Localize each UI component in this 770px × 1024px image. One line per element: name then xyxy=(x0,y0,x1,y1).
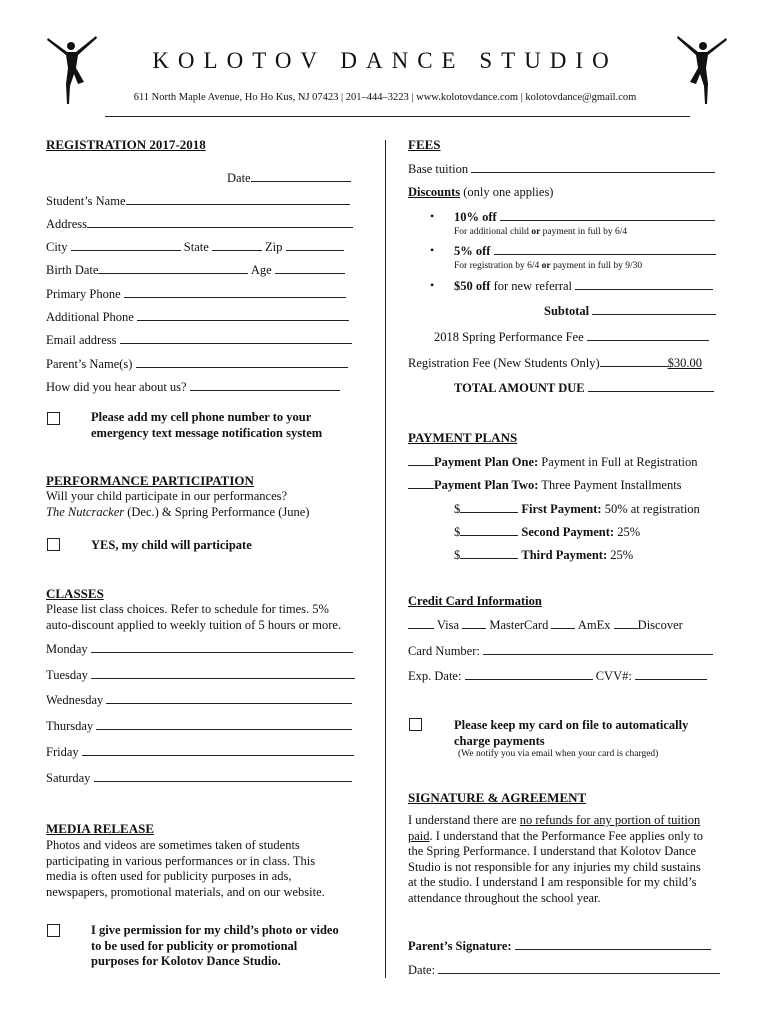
discount-5-field[interactable]: 5% off xyxy=(454,243,716,259)
bullet-icon: • xyxy=(430,209,435,223)
agreement-text: I understand there are no refunds for any portion of tuition paid. I understand that the Performance Fee applies only to the Spring Performance. I understand that Kolotov Dance Studio is not responsible for any injuries my child sustains at the studio. I understand I am responsible for my child’s attendance throughout the school year. xyxy=(408,813,704,905)
class-saturday-field[interactable]: Saturday xyxy=(46,770,352,786)
payment-plan-one[interactable]: Payment Plan One: Payment in Full at Registration xyxy=(408,454,698,470)
registration-fee-field: Registration Fee (New Students Only) $30.00 xyxy=(408,356,703,370)
keep-card-checkbox[interactable] xyxy=(409,718,422,731)
card-number-field[interactable]: Card Number: xyxy=(408,643,713,659)
classes-desc-2: auto-discount applied to weekly tuition of 5 hours or more. xyxy=(46,618,342,632)
bullet-icon: • xyxy=(430,243,435,257)
third-payment-field[interactable]: $ Third Payment: 25% xyxy=(454,548,634,562)
class-friday-field[interactable]: Friday xyxy=(46,744,354,760)
performance-heading: PERFORMANCE PARTICIPATION xyxy=(46,473,254,488)
keep-card-label-2: charge payments xyxy=(454,734,545,748)
first-payment-field[interactable]: $ First Payment: 50% at registration xyxy=(454,502,700,516)
additional-phone-field[interactable]: Additional Phone xyxy=(46,309,349,325)
performance-events: The Nutcracker (Dec.) & Spring Performance (June) xyxy=(46,505,310,519)
cell-phone-checkbox[interactable] xyxy=(47,412,60,425)
cell-phone-label-2: emergency text message notification system xyxy=(91,426,323,440)
subtotal-field[interactable]: Subtotal xyxy=(544,303,716,319)
date-field[interactable]: Date xyxy=(227,170,351,186)
base-tuition-field[interactable]: Base tuition xyxy=(408,161,715,177)
second-payment-field[interactable]: $ Second Payment: 25% xyxy=(454,525,641,539)
column-divider xyxy=(385,140,386,978)
total-due-field[interactable]: TOTAL AMOUNT DUE xyxy=(454,380,714,396)
signature-date-field[interactable]: Date: xyxy=(408,962,720,978)
media-permission-label: I give permission for my child’s photo or video to be used for publicity or promotional purposes for Kolotov Dance Studio. xyxy=(91,923,339,968)
studio-title: KOLOTOV DANCE STUDIO xyxy=(152,48,618,73)
signature-heading: SIGNATURE & AGREEMENT xyxy=(408,790,587,805)
classes-desc-1: Please list class choices. Refer to schedule for times. 5% xyxy=(46,602,329,616)
parent-signature-field[interactable]: Parent’s Signature: xyxy=(408,938,711,954)
keep-card-note: (We notify you via email when your card is charged) xyxy=(458,749,659,759)
hear-about-field[interactable]: How did you hear about us? xyxy=(46,379,340,395)
media-heading: MEDIA RELEASE xyxy=(46,821,154,836)
primary-phone-field[interactable]: Primary Phone xyxy=(46,286,346,302)
referral-discount-field[interactable]: $50 off for new referral xyxy=(454,278,713,294)
performance-checkbox[interactable] xyxy=(47,538,60,551)
performance-yes-label: YES, my child will participate xyxy=(91,538,252,552)
spring-fee-field[interactable]: 2018 Spring Performance Fee xyxy=(434,329,709,345)
discount-10-field[interactable]: 10% off xyxy=(454,209,715,225)
payment-plan-two[interactable]: Payment Plan Two: Three Payment Installments xyxy=(408,477,682,493)
class-wednesday-field[interactable]: Wednesday xyxy=(46,692,352,708)
cell-phone-label-1: Please add my cell phone number to your xyxy=(91,410,312,424)
fees-heading: FEES xyxy=(408,137,441,152)
student-name-field[interactable]: Student’s Name xyxy=(46,193,350,209)
discount-5-note: For registration by 6/4 or payment in full by 9/30 xyxy=(454,261,643,271)
exp-cvv-field[interactable]: Exp. Date: CVV#: xyxy=(408,668,707,684)
credit-card-heading: Credit Card Information xyxy=(408,594,542,608)
email-field[interactable]: Email address xyxy=(46,332,352,348)
class-monday-field[interactable]: Monday xyxy=(46,641,353,657)
media-permission-checkbox[interactable] xyxy=(47,924,60,937)
parents-name-field[interactable]: Parent’s Name(s) xyxy=(46,356,348,372)
discounts-label: Discounts (only one applies) xyxy=(408,185,554,199)
address-field[interactable]: Address xyxy=(46,216,353,232)
bullet-icon: • xyxy=(430,278,435,292)
class-thursday-field[interactable]: Thursday xyxy=(46,718,352,734)
studio-contact: 611 North Maple Avenue, Ho Ho Kus, NJ 07423 | 201–444–3223 | www.kolotovdance.com | kolotovdance@gmail.com xyxy=(133,92,637,103)
discount-10-note: For additional child or payment in full by 6/4 xyxy=(454,227,628,237)
registration-heading: REGISTRATION 2017-2018 xyxy=(46,137,206,152)
birth-date-age-field[interactable]: Birth Date Age xyxy=(46,262,345,278)
performance-question: Will your child participate in our performances? xyxy=(46,489,288,503)
card-type-options[interactable]: Visa MasterCard AmEx Discover xyxy=(408,617,683,633)
classes-heading: CLASSES xyxy=(46,586,104,601)
city-state-zip-field[interactable]: City State Zip xyxy=(46,239,344,255)
payment-plans-heading: PAYMENT PLANS xyxy=(408,430,518,445)
class-tuesday-field[interactable]: Tuesday xyxy=(46,667,355,683)
keep-card-label-1: Please keep my card on file to automatically xyxy=(454,718,689,732)
header-divider xyxy=(105,116,690,117)
media-description: Photos and videos are sometimes taken of students participating in various performances or in class. This media is often used for publicity purposes in ads, newspapers, promotional materials, and on our website. xyxy=(46,838,325,899)
